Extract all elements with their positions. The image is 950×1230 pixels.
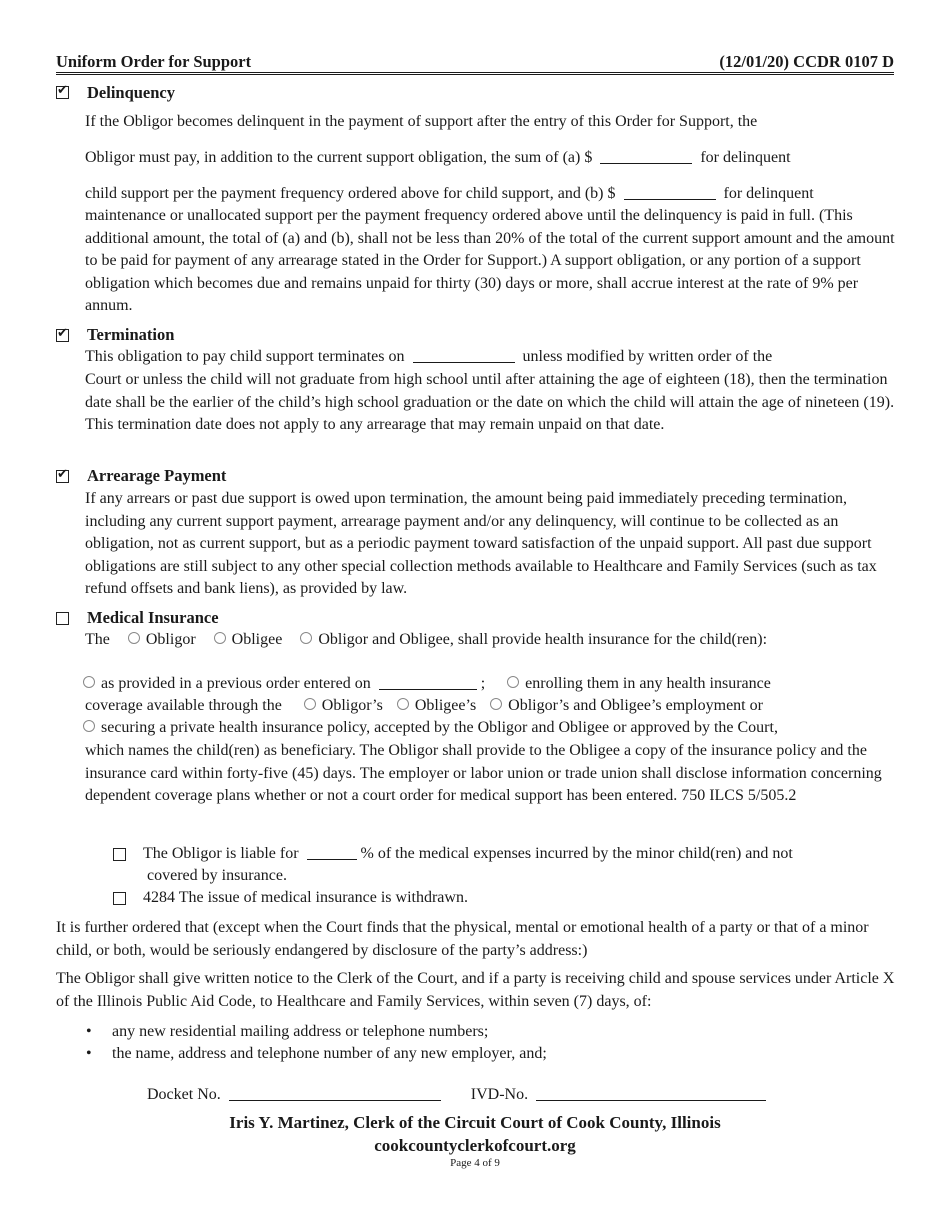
arrearage-body: If any arrears or past due support is owed upon termination, the amount being paid immediately preceding termination, including any current support payment, arrearage payment and/or any delinquency, will continue to be collected as an obligation, not as current support, but as a periodic payment toward satisfaction of the unpaid support. All past due support obligations are still subject to any other special collection methods available to Healthcare and Family Services (such as tax refund offsets and bank liens), as provided by law. [85, 490, 877, 597]
delinquency-body: maintenance or unallocated support per the payment frequency ordered above until the delinquency is paid in full. (This additional amount, the total of (a) and (b), shall not be less than 20% of the total of the current support amount and the amount to be paid for payment of any arrearage stated in the Order for Support.) A support obligation, or any portion of a support obligation which becomes due and remains unpaid for thirty (30) days or more, shall accrue interest at the rate of 9% per annum. [85, 207, 895, 314]
medical-the-label: The [85, 631, 110, 648]
bullet-marker: • [86, 1023, 92, 1040]
securing-label: securing a private health insurance policy, accepted by the Obligor and Obligee or approved by the Court, [101, 719, 778, 736]
radio-obligees-employment[interactable] [397, 698, 409, 710]
medical-provider-line [85, 629, 925, 652]
semicolon: ; [480, 675, 486, 692]
termination-checkbox[interactable] [56, 329, 69, 342]
delinquency-title: Delinquency [87, 83, 176, 102]
obligors-label: Obligor’s [321, 697, 383, 714]
termination-title: Termination [87, 325, 175, 344]
footer-fields [147, 1084, 847, 1106]
delinquency-line1: If the Obligor becomes delinquent in the payment of support after the entry of this Order for Support, the [85, 113, 758, 130]
delinquency-line2-text: Obligor must pay, in addition to the current support obligation, the sum of (a) $ [85, 149, 593, 166]
previous-order-date-field[interactable] [379, 675, 477, 690]
medical-insurance-checkbox[interactable] [56, 612, 69, 625]
delinquency-line2 [85, 147, 905, 170]
enrolling-label: enrolling them in any health insurance [525, 675, 771, 692]
delinquency-line2-tail: for delinquent [700, 149, 791, 166]
radio-enrolling[interactable] [507, 676, 519, 688]
radio-obligor-and-obligee[interactable] [300, 632, 312, 644]
bullet-text: any new residential mailing address or telephone numbers; [112, 1023, 489, 1040]
medical-body: which names the child(ren) as beneficiary. The Obligor shall provide to the Obligee a copy of the insurance policy and the insurance card within forty-five (45) days. The employer or labor union or trade union shall disclose information concerning dependent coverage plans whether or not a court order for medical support has been entered. 750 ILCS 5/505.2 [85, 742, 882, 804]
previous-order-label: as provided in a previous order entered on [101, 675, 371, 692]
clerk-website[interactable]: cookcountyclerkofcourt.org [374, 1136, 576, 1155]
radio-obligee[interactable] [214, 632, 226, 644]
further-ordered-paragraph: It is further ordered that (except when the Court finds that the physical, mental or emotional health of a party or that of a minor child, or both, would be seriously endangered by disclosure of the party’s address:) [56, 919, 869, 959]
notice-paragraph: The Obligor shall give written notice to the Clerk of the Court, and if a party is receiving child and spouse services under Article X of the Illinois Public Aid Code, to Healthcare and Family Services, within seven (7) days, of: [56, 970, 895, 1010]
coverage-label: coverage available through the [85, 697, 282, 714]
form-code: (12/01/20) CCDR 0107 D [719, 52, 894, 71]
radio-obligor-label: Obligor [145, 631, 196, 648]
delinquent-child-amount-field[interactable] [600, 149, 692, 164]
medical-option-line2 [85, 695, 935, 718]
clerk-name: Iris Y. Martinez, Clerk of the Circuit Court of Cook County, Illinois [229, 1113, 721, 1132]
docket-label: Docket No. [147, 1086, 221, 1103]
medical-option-line3 [79, 717, 939, 740]
liable-line2: covered by insurance. [147, 867, 287, 884]
liable-line [143, 843, 903, 866]
radio-obligee-label: Obligee [231, 631, 283, 648]
radio-both-employment[interactable] [490, 698, 502, 710]
page-header [56, 52, 894, 75]
medical-option-line1 [79, 673, 929, 696]
bullet-item [86, 1043, 866, 1065]
withdrawn-checkbox[interactable] [113, 892, 126, 905]
delinquency-line3-text: child support per the payment frequency ordered above for child support, and (b) $ [85, 185, 616, 202]
termination-line1 [85, 346, 905, 369]
liable-tail: % of the medical expenses incurred by the minor child(ren) and not [360, 845, 793, 862]
delinquency-checkbox[interactable] [56, 86, 69, 99]
liable-checkbox[interactable] [113, 848, 126, 861]
arrearage-checkbox[interactable] [56, 470, 69, 483]
bullet-text: the name, address and telephone number of any new employer, and; [112, 1045, 547, 1062]
arrearage-title: Arrearage Payment [87, 466, 227, 485]
termination-body: Court or unless the child will not graduate from high school until after attaining the age of eighteen (18), then the termination date shall be the earlier of the child’s high school graduation or the date on which the child will attain the age of nineteen (19). This termination date does not apply to any arrearage that may remain unpaid on that date. [85, 371, 895, 433]
medical-insurance-title: Medical Insurance [87, 608, 219, 627]
liable-text: The Obligor is liable for [143, 845, 299, 862]
delinquency-line3 [85, 183, 905, 206]
withdrawn-text: 4284 The issue of medical insurance is withdrawn. [143, 889, 468, 906]
both-employment-label: Obligor’s and Obligee’s employment or [508, 697, 763, 714]
docket-number-field[interactable] [229, 1086, 441, 1101]
radio-obligors-employment[interactable] [304, 698, 316, 710]
obligees-label: Obligee’s [414, 697, 477, 714]
page-number: Page 4 of 9 [450, 1157, 500, 1169]
radio-previous-order[interactable] [83, 676, 95, 688]
bullet-item [86, 1021, 866, 1043]
termination-line1-tail: unless modified by written order of the [522, 348, 773, 365]
termination-line1-text: This obligation to pay child support terminates on [85, 348, 405, 365]
termination-date-field[interactable] [413, 348, 515, 363]
ivd-number-field[interactable] [536, 1086, 766, 1101]
bullet-marker: • [86, 1045, 92, 1062]
radio-both-label: Obligor and Obligee, shall provide health insurance for the child(ren): [318, 631, 768, 648]
radio-private-policy[interactable] [83, 720, 95, 732]
delinquent-maintenance-amount-field[interactable] [624, 185, 716, 200]
radio-obligor[interactable] [128, 632, 140, 644]
form-title: Uniform Order for Support [56, 52, 252, 71]
liable-percent-field[interactable] [307, 845, 357, 860]
ivd-label: IVD-No. [470, 1086, 529, 1103]
delinquency-line3-tail: for delinquent [723, 185, 814, 202]
